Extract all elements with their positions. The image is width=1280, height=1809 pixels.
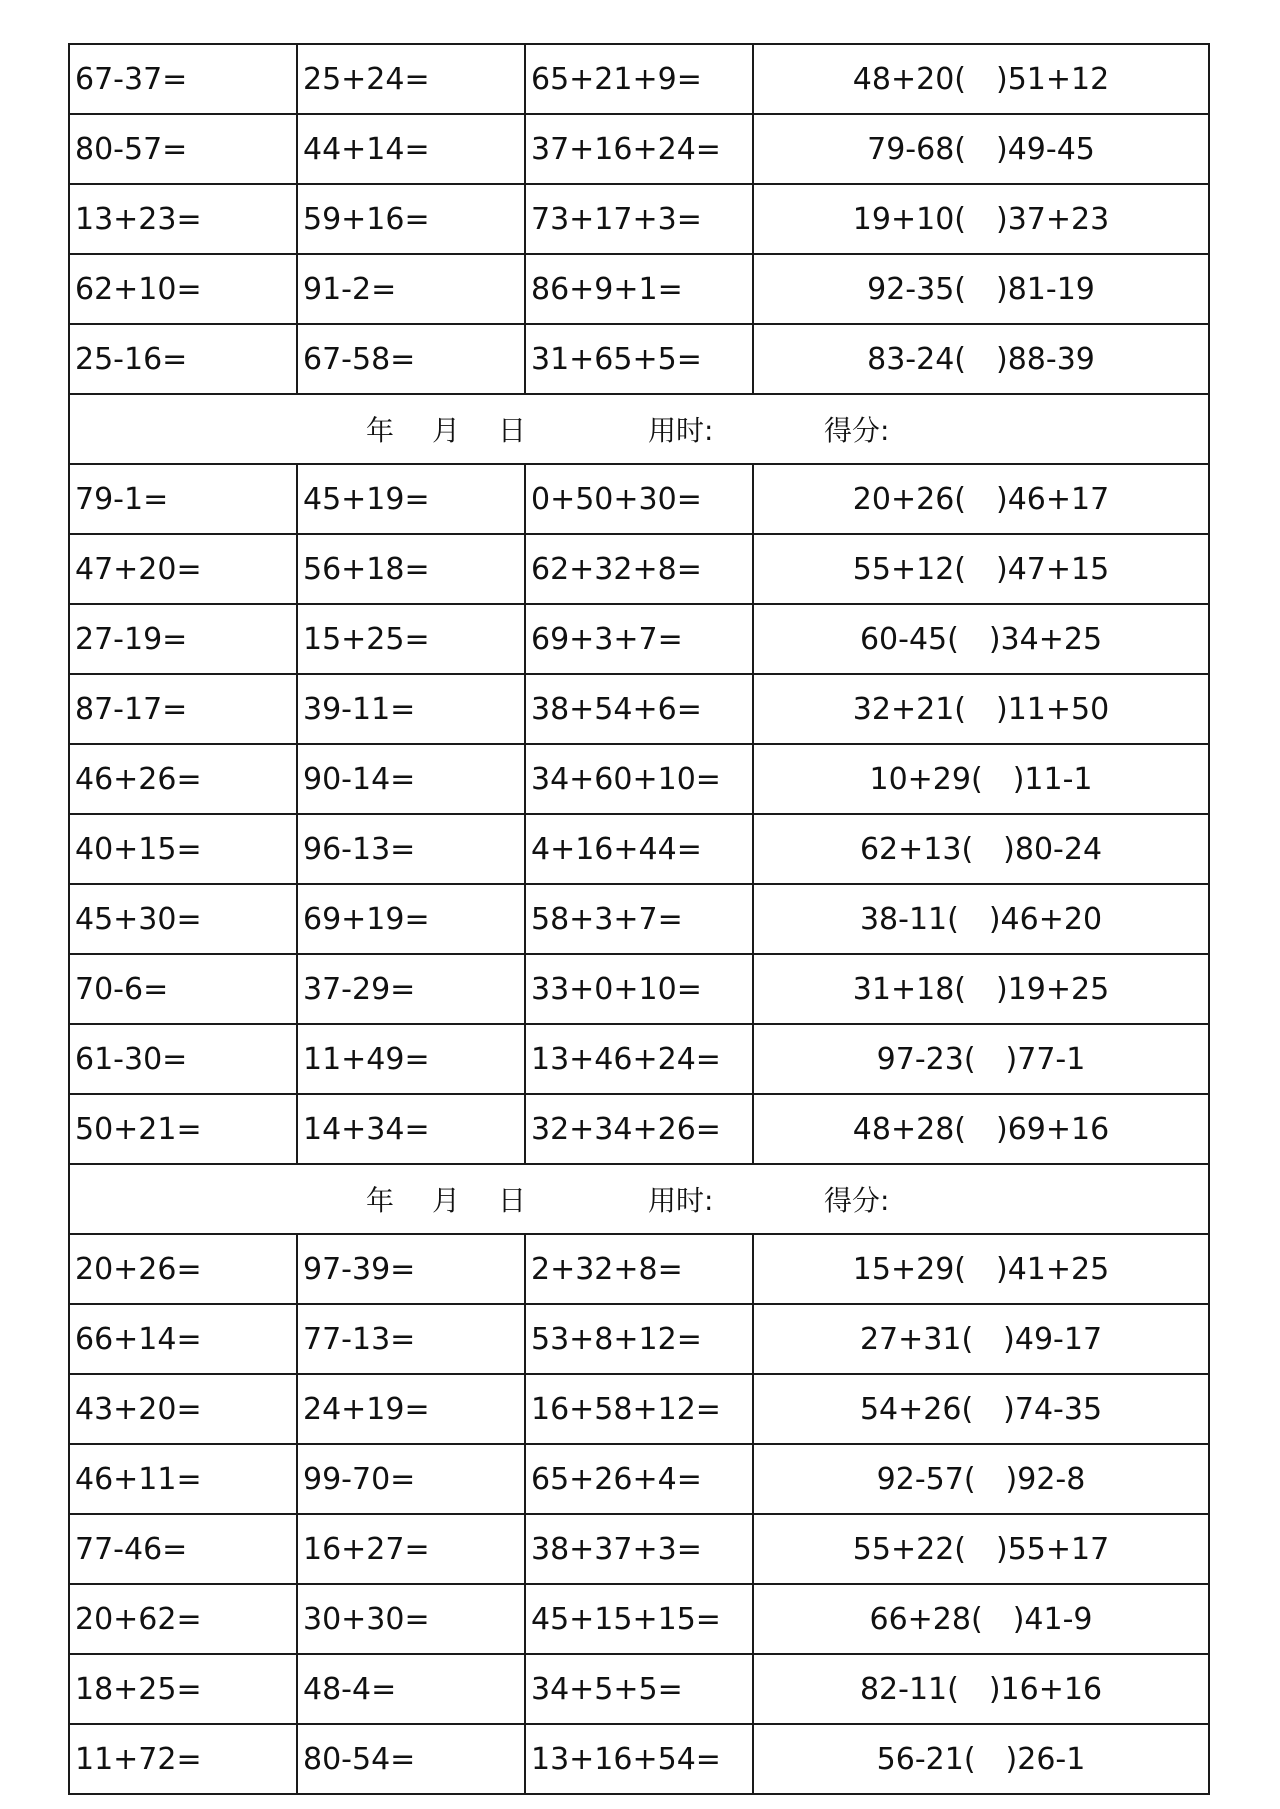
problem-row: [69, 1444, 1209, 1514]
arithmetic-problem: 38+37+3=: [525, 1514, 753, 1584]
comparison-right: )16+16: [988, 1671, 1103, 1707]
comparison-right: )11+50: [996, 691, 1110, 727]
arithmetic-problem: 62+32+8=: [525, 534, 753, 604]
arithmetic-problem: 44+14=: [297, 114, 525, 184]
section-header: [69, 1164, 1209, 1234]
comparison-problem: [753, 884, 1209, 954]
comparison-left: 54+26(: [859, 1391, 974, 1427]
arithmetic-problem: 40+15=: [69, 814, 297, 884]
comparison-right: )77-1: [1005, 1041, 1086, 1077]
comparison-left: 15+29(: [852, 1251, 966, 1287]
arithmetic-problem: 86+9+1=: [525, 254, 753, 324]
comparison-problem: [753, 184, 1209, 254]
comparison-left: 48+20(: [852, 61, 966, 97]
arithmetic-problem: 45+19=: [297, 464, 525, 534]
arithmetic-problem: 77-46=: [69, 1514, 297, 1584]
arithmetic-problem: 11+49=: [297, 1024, 525, 1094]
arithmetic-problem: 91-2=: [297, 254, 525, 324]
comparison-problem: [753, 114, 1209, 184]
arithmetic-problem: 18+25=: [69, 1654, 297, 1724]
arithmetic-problem: 27-19=: [69, 604, 297, 674]
arithmetic-problem: 31+65+5=: [525, 324, 753, 394]
arithmetic-problem: 97-39=: [297, 1234, 525, 1304]
comparison-right: )47+15: [996, 551, 1110, 587]
arithmetic-problem: 67-58=: [297, 324, 525, 394]
comparison-left: 55+12(: [852, 551, 966, 587]
comparison-problem: [753, 1444, 1209, 1514]
arithmetic-problem: 73+17+3=: [525, 184, 753, 254]
arithmetic-problem: 37+16+24=: [525, 114, 753, 184]
comparison-left: 55+22(: [852, 1531, 966, 1567]
arithmetic-problem: 4+16+44=: [525, 814, 753, 884]
problem-row: [69, 1724, 1209, 1794]
comparison-left: 97-23(: [876, 1041, 976, 1077]
month-label: 月: [432, 414, 461, 447]
time-used-label: 用时:: [648, 1184, 714, 1217]
comparison-left: 19+10(: [852, 201, 966, 237]
arithmetic-problem: 45+30=: [69, 884, 297, 954]
comparison-problem: [753, 464, 1209, 534]
arithmetic-problem: 79-1=: [69, 464, 297, 534]
comparison-right: )49-17: [1003, 1321, 1103, 1357]
arithmetic-problem: 62+10=: [69, 254, 297, 324]
arithmetic-problem: 80-57=: [69, 114, 297, 184]
comparison-problem: [753, 744, 1209, 814]
section-header-row: [69, 1164, 1209, 1234]
problem-row: [69, 814, 1209, 884]
comparison-problem: [753, 1584, 1209, 1654]
comparison-right: )51+12: [996, 61, 1110, 97]
comparison-right: )88-39: [996, 341, 1095, 377]
arithmetic-problem: 16+58+12=: [525, 1374, 753, 1444]
comparison-problem: [753, 44, 1209, 114]
comparison-problem: [753, 1654, 1209, 1724]
comparison-left: 48+28(: [852, 1111, 966, 1147]
arithmetic-problem: 69+19=: [297, 884, 525, 954]
arithmetic-problem: 66+14=: [69, 1304, 297, 1374]
month-label: 月: [432, 1184, 461, 1217]
comparison-left: 56-21(: [876, 1741, 976, 1777]
comparison-problem: [753, 954, 1209, 1024]
arithmetic-problem: 16+27=: [297, 1514, 525, 1584]
arithmetic-problem: 70-6=: [69, 954, 297, 1024]
arithmetic-problem: 20+26=: [69, 1234, 297, 1304]
arithmetic-problem: 80-54=: [297, 1724, 525, 1794]
problem-row: [69, 44, 1209, 114]
comparison-problem: [753, 324, 1209, 394]
problem-row: [69, 324, 1209, 394]
arithmetic-problem: 53+8+12=: [525, 1304, 753, 1374]
comparison-problem: [753, 1024, 1209, 1094]
comparison-right: )81-19: [996, 271, 1095, 307]
comparison-left: 31+18(: [852, 971, 966, 1007]
problem-row: [69, 1374, 1209, 1444]
comparison-left: 38-11(: [859, 901, 959, 937]
arithmetic-problem: 58+3+7=: [525, 884, 753, 954]
comparison-left: 62+13(: [859, 831, 974, 867]
comparison-right: )92-8: [1005, 1461, 1086, 1497]
comparison-problem: [753, 814, 1209, 884]
section-header: [69, 394, 1209, 464]
arithmetic-problem: 96-13=: [297, 814, 525, 884]
comparison-problem: [753, 1304, 1209, 1374]
arithmetic-problem: 59+16=: [297, 184, 525, 254]
arithmetic-problem: 48-4=: [297, 1654, 525, 1724]
arithmetic-problem: 38+54+6=: [525, 674, 753, 744]
comparison-right: )74-35: [1003, 1391, 1103, 1427]
problem-row: [69, 674, 1209, 744]
arithmetic-problem: 90-14=: [297, 744, 525, 814]
comparison-left: 79-68(: [867, 131, 966, 167]
comparison-right: )26-1: [1005, 1741, 1086, 1777]
comparison-left: 66+28(: [869, 1601, 983, 1637]
arithmetic-problem: 46+26=: [69, 744, 297, 814]
arithmetic-problem: 25+24=: [297, 44, 525, 114]
problem-row: [69, 1304, 1209, 1374]
year-label: 年: [366, 1184, 395, 1217]
comparison-right: )55+17: [996, 1531, 1110, 1567]
arithmetic-problem: 56+18=: [297, 534, 525, 604]
problem-row: [69, 1024, 1209, 1094]
comparison-right: )41+25: [996, 1251, 1110, 1287]
arithmetic-problem: 20+62=: [69, 1584, 297, 1654]
problem-row: [69, 464, 1209, 534]
comparison-left: 32+21(: [852, 691, 966, 727]
worksheet-table: [68, 43, 1210, 1795]
arithmetic-problem: 30+30=: [297, 1584, 525, 1654]
arithmetic-problem: 99-70=: [297, 1444, 525, 1514]
arithmetic-problem: 0+50+30=: [525, 464, 753, 534]
day-label: 日: [498, 414, 527, 447]
arithmetic-problem: 65+21+9=: [525, 44, 753, 114]
problem-row: [69, 1234, 1209, 1304]
problem-row: [69, 184, 1209, 254]
comparison-problem: [753, 604, 1209, 674]
arithmetic-problem: 24+19=: [297, 1374, 525, 1444]
comparison-problem: [753, 534, 1209, 604]
time-used-label: 用时:: [648, 414, 714, 447]
problem-row: [69, 1654, 1209, 1724]
arithmetic-problem: 32+34+26=: [525, 1094, 753, 1164]
arithmetic-problem: 47+20=: [69, 534, 297, 604]
arithmetic-problem: 34+5+5=: [525, 1654, 753, 1724]
arithmetic-problem: 77-13=: [297, 1304, 525, 1374]
comparison-left: 83-24(: [867, 341, 966, 377]
arithmetic-problem: 67-37=: [69, 44, 297, 114]
arithmetic-problem: 34+60+10=: [525, 744, 753, 814]
comparison-left: 82-11(: [859, 1671, 959, 1707]
comparison-right: )41-9: [1012, 1601, 1093, 1637]
comparison-right: )19+25: [996, 971, 1110, 1007]
arithmetic-problem: 43+20=: [69, 1374, 297, 1444]
comparison-right: )46+20: [988, 901, 1103, 937]
arithmetic-problem: 14+34=: [297, 1094, 525, 1164]
problem-row: [69, 1584, 1209, 1654]
problem-row: [69, 114, 1209, 184]
comparison-right: )69+16: [996, 1111, 1110, 1147]
comparison-problem: [753, 254, 1209, 324]
comparison-left: 92-57(: [876, 1461, 976, 1497]
arithmetic-problem: 15+25=: [297, 604, 525, 674]
comparison-problem: [753, 1374, 1209, 1444]
problem-row: [69, 954, 1209, 1024]
section-header-row: [69, 394, 1209, 464]
arithmetic-problem: 61-30=: [69, 1024, 297, 1094]
comparison-left: 20+26(: [852, 481, 966, 517]
comparison-problem: [753, 1094, 1209, 1164]
arithmetic-problem: 2+32+8=: [525, 1234, 753, 1304]
problem-row: [69, 604, 1209, 674]
comparison-left: 10+29(: [869, 761, 983, 797]
comparison-left: 60-45(: [859, 621, 959, 657]
comparison-problem: [753, 1514, 1209, 1584]
problem-row: [69, 1514, 1209, 1584]
arithmetic-problem: 37-29=: [297, 954, 525, 1024]
comparison-left: 27+31(: [859, 1321, 974, 1357]
arithmetic-problem: 50+21=: [69, 1094, 297, 1164]
arithmetic-problem: 39-11=: [297, 674, 525, 744]
score-label: 得分:: [824, 414, 890, 447]
comparison-problem: [753, 1234, 1209, 1304]
comparison-right: )80-24: [1003, 831, 1103, 867]
arithmetic-problem: 69+3+7=: [525, 604, 753, 674]
worksheet-body: [69, 44, 1209, 1794]
arithmetic-problem: 13+16+54=: [525, 1724, 753, 1794]
arithmetic-problem: 45+15+15=: [525, 1584, 753, 1654]
comparison-left: 92-35(: [867, 271, 966, 307]
comparison-right: )37+23: [996, 201, 1110, 237]
comparison-problem: [753, 674, 1209, 744]
arithmetic-problem: 33+0+10=: [525, 954, 753, 1024]
arithmetic-problem: 25-16=: [69, 324, 297, 394]
comparison-right: )34+25: [988, 621, 1103, 657]
comparison-right: )11-1: [1012, 761, 1093, 797]
arithmetic-problem: 13+46+24=: [525, 1024, 753, 1094]
arithmetic-problem: 11+72=: [69, 1724, 297, 1794]
arithmetic-problem: 65+26+4=: [525, 1444, 753, 1514]
comparison-problem: [753, 1724, 1209, 1794]
year-label: 年: [366, 414, 395, 447]
comparison-right: )49-45: [996, 131, 1095, 167]
problem-row: [69, 1094, 1209, 1164]
problem-row: [69, 254, 1209, 324]
arithmetic-problem: 13+23=: [69, 184, 297, 254]
score-label: 得分:: [824, 1184, 890, 1217]
day-label: 日: [498, 1184, 527, 1217]
problem-row: [69, 534, 1209, 604]
problem-row: [69, 884, 1209, 954]
arithmetic-problem: 46+11=: [69, 1444, 297, 1514]
comparison-right: )46+17: [996, 481, 1110, 517]
arithmetic-problem: 87-17=: [69, 674, 297, 744]
problem-row: [69, 744, 1209, 814]
